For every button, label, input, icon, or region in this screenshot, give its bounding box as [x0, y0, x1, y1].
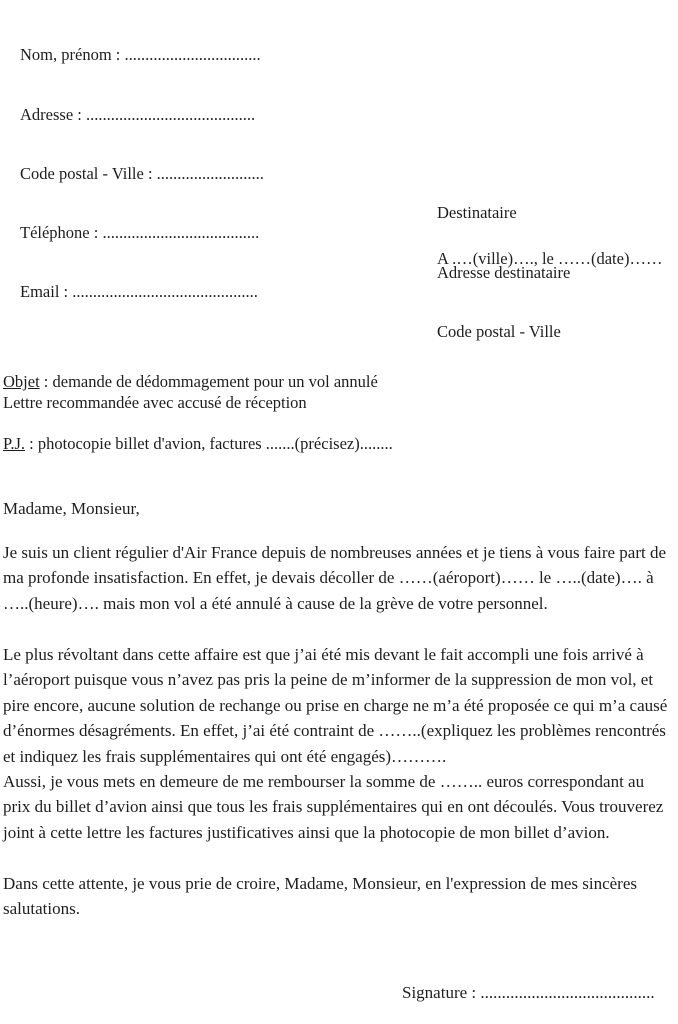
attachments-label: P.J.	[3, 433, 26, 453]
registered-mail-line: Lettre recommandée avec accusé de réception	[3, 393, 307, 412]
recipient-address-block	[437, 164, 570, 381]
sender-name-line: Nom, prénom : .................................	[20, 45, 261, 65]
body-paragraph-2: Le plus révoltant dans cette affaire est que j’ai été mis devant le fait accompli une fois arrivé à l’aéroport puisque vous n’avez pas pris la peine de m’informer de la suppression de mon vol, et pire encore, aucune solution de rechange ou prise en charge ne m’a été proposée ce qui m’a causé d’énormes désagréments. En effet, j’ai été contraint de ……..(expliquez les problèmes rencontrés et indiquez les frais supplémentaires qui ont été engagés)……….	[3, 645, 672, 766]
sender-postal-line: Code postal - Ville : ..........................	[20, 163, 264, 183]
sender-phone-line: Téléphone : ......................................	[20, 222, 260, 242]
attachments-text: : photocopie billet d'avion, factures .......(précisez)........	[25, 433, 393, 453]
place-date-line: A .…(ville)…., le ……(date)……	[437, 249, 663, 268]
body-paragraph-1: Je suis un client régulier d'Air France depuis de nombreuses années et je tiens à vous faire part de ma profonde insatisfaction. En effet, je devais décoller de ……(aéroport)…… le …..(date)…. à …..(heure)…. mais mon vol a été annulé à cause de la grève de votre personnel.	[3, 543, 671, 613]
subject-block	[3, 331, 393, 496]
recipient-address-line: Adresse destinataire	[437, 262, 571, 282]
body-paragraph-3: Aussi, je vous mets en demeure de me rembourser la somme de …….. euros correspondant au prix du billet d’avion ainsi que tous les frais supplémentaires qui en ont découlés. Vous trouverez joint à cette lettre les factures justificatives ainsi que la photocopie de mon billet d’avion.	[3, 772, 668, 842]
closing-paragraph: Dans cette attente, je vous prie de croire, Madame, Monsieur, en l'expression de mes sincères salutations.	[3, 874, 642, 919]
signature-line: Signature : .........................................	[402, 983, 655, 1002]
recipient-name-line: Destinataire	[437, 203, 517, 223]
subject-label: Objet	[3, 372, 40, 392]
subject-line	[3, 372, 393, 393]
attachments-line	[3, 434, 393, 455]
subject-text: : demande de dédommagement pour un vol annulé	[39, 372, 378, 392]
sender-address-line: Adresse : .........................................	[20, 104, 256, 124]
sender-address-block	[20, 6, 264, 341]
sender-email-line: Email : .............................................	[20, 281, 258, 301]
recipient-postal-line: Code postal - Ville	[437, 321, 561, 341]
salutation: Madame, Monsieur,	[3, 499, 140, 518]
